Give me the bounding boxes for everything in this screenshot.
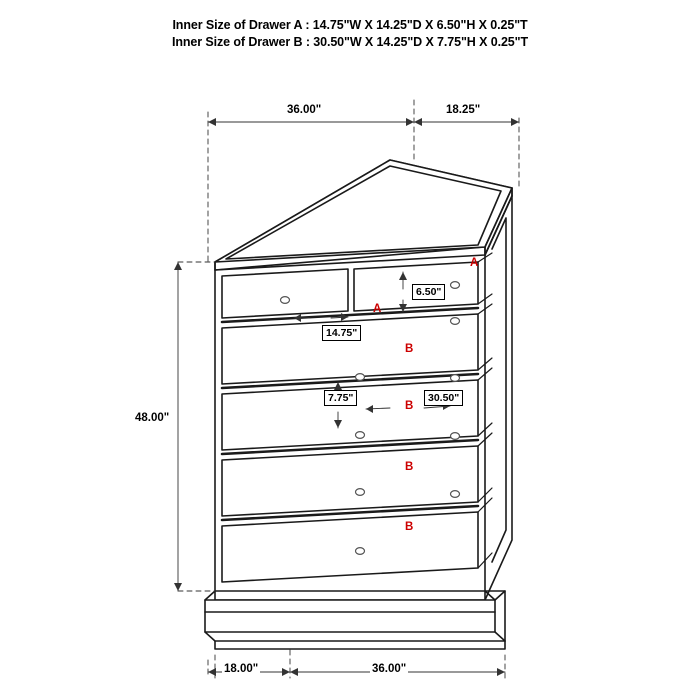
dim-drawer-b-height: 7.75" <box>324 390 357 406</box>
callout-drawer-b-fourth: B <box>405 461 414 473</box>
inner-size-drawer-a-text: Inner Size of Drawer A : 14.75"W X 14.25"D X 6.50"H X 0.25"T <box>172 18 528 32</box>
dim-top-depth: 18.25" <box>446 104 481 116</box>
dim-base-width: 36.00" <box>372 663 407 675</box>
callout-drawer-b-fifth: B <box>405 521 414 533</box>
inner-size-drawer-b-text: Inner Size of Drawer B : 30.50"W X 14.25"D X 7.75"H X 0.25"T <box>171 35 529 49</box>
dim-height: 48.00" <box>135 412 170 424</box>
callout-drawer-a-top-right: A <box>470 257 479 269</box>
dim-drawer-b-width: 30.50" <box>424 390 463 406</box>
callout-drawer-a-top-left: A <box>373 303 382 315</box>
dim-drawer-a-width: 14.75" <box>322 325 361 341</box>
callout-drawer-b-third: B <box>405 400 414 412</box>
callout-drawer-b-second: B <box>405 343 414 355</box>
dim-drawer-a-height: 6.50" <box>412 284 445 300</box>
dim-base-depth: 18.00" <box>224 663 259 675</box>
dim-top-width: 36.00" <box>287 104 322 116</box>
